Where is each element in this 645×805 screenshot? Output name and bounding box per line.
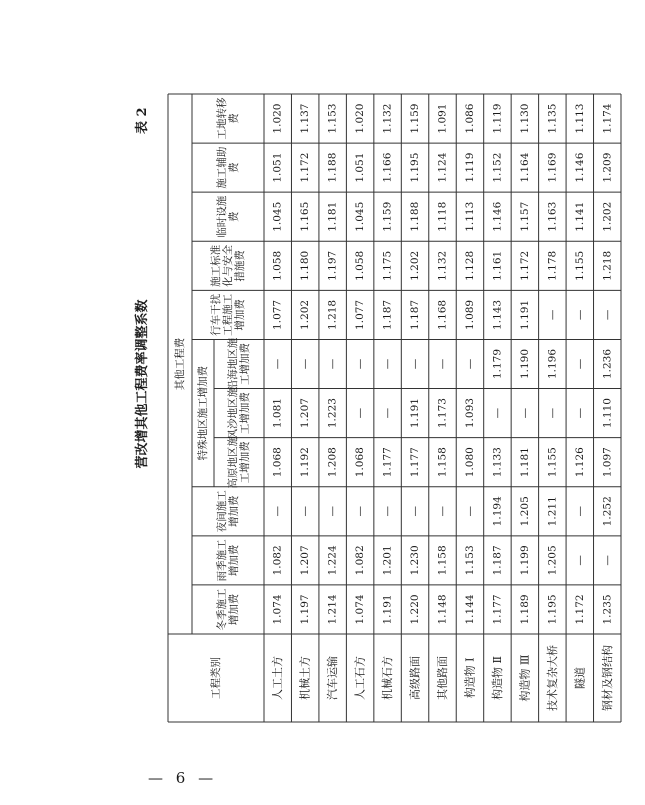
table-cell: 1.187: [491, 545, 504, 576]
table-cell: 1.077: [354, 299, 367, 330]
table-cell: 1.155: [573, 250, 586, 281]
table-cell: —: [409, 358, 422, 370]
table-cell: 1.077: [271, 299, 284, 330]
column-header-traffic: 行车干扰工程施工增加费: [210, 293, 246, 336]
table-cells: [173, 97, 614, 711]
table-cell: —: [546, 309, 559, 321]
table-cell: 1.118: [436, 201, 449, 232]
table-cell: 1.137: [299, 103, 312, 134]
table-cell: 1.148: [436, 594, 449, 625]
table-cell: 1.051: [271, 152, 284, 183]
row-category: 机械石方: [381, 656, 395, 700]
table-cell: 1.209: [601, 152, 614, 183]
column-header-aux: 施工辅助费: [216, 146, 240, 189]
table-cell: 1.163: [546, 201, 559, 232]
table-cell: —: [354, 358, 367, 370]
table-cell: 1.143: [491, 299, 504, 330]
table-cell: 1.201: [381, 545, 394, 576]
table-cell: 1.058: [354, 250, 367, 281]
group-header: 其他工程费: [174, 337, 186, 391]
table-cell: —: [299, 506, 312, 517]
table-cell: 1.199: [518, 545, 531, 576]
table-cell: 1.195: [546, 594, 559, 625]
table-cell: 1.081: [271, 398, 284, 429]
table-cell: —: [601, 555, 614, 566]
table-cell: 1.179: [491, 348, 504, 380]
table-cell: 1.135: [546, 103, 559, 134]
table-cell: 1.074: [271, 594, 284, 625]
table-cell: —: [409, 506, 422, 517]
table-cell: 1.205: [518, 496, 531, 527]
table-cell: 1.187: [381, 299, 394, 330]
table-cell: 1.177: [491, 594, 504, 625]
table-cell: 1.181: [326, 201, 339, 232]
table-cell: —: [271, 358, 284, 370]
column-header-winter: 冬季施工增加费: [216, 588, 240, 631]
table-cell: 1.214: [326, 594, 339, 625]
table-cell: 1.230: [409, 545, 422, 576]
table-cell: —: [573, 309, 586, 321]
table-cell: 1.177: [381, 447, 394, 478]
table-cell: —: [546, 407, 559, 419]
table-cell: 1.080: [463, 447, 476, 478]
table-cell: 1.119: [463, 152, 476, 183]
table-cell: 1.174: [601, 103, 614, 134]
table-cell: 1.223: [326, 398, 339, 429]
column-header-sand: 风沙地区施工增加费: [227, 386, 251, 440]
row-category: 其他路面: [436, 656, 449, 700]
table-cell: —: [299, 358, 312, 370]
row-category: 技术复杂大桥: [545, 645, 559, 711]
table-cell: 1.195: [409, 152, 422, 183]
column-header-safety: 施工标准化与安全措施费: [210, 244, 246, 287]
table-cell: 1.141: [573, 201, 586, 232]
table-cell: 1.235: [601, 594, 614, 625]
table-cell: —: [463, 506, 476, 517]
table-cell: —: [491, 407, 504, 419]
table-cell: —: [271, 506, 284, 517]
table-cell: 1.091: [436, 103, 449, 134]
table-cell: 1.153: [326, 103, 339, 134]
table-cell: 1.173: [436, 398, 449, 429]
table-cell: 1.020: [271, 103, 284, 134]
table-cell: —: [573, 358, 586, 370]
table-cell: —: [573, 407, 586, 419]
table-cell: —: [463, 358, 476, 370]
subgroup-header: 特殊地区施工增加费: [197, 365, 209, 461]
table-cell: 1.190: [518, 348, 531, 380]
row-category: 人工石方: [353, 656, 367, 700]
table-cell: 1.172: [299, 152, 312, 183]
table-cell: 1.124: [436, 152, 449, 183]
table-cell: 1.074: [354, 594, 367, 625]
table-cell: —: [573, 555, 586, 566]
table-cell: 1.093: [463, 398, 476, 429]
table-cell: 1.169: [546, 152, 559, 183]
table-cell: —: [354, 506, 367, 517]
table-cell: 1.191: [409, 398, 422, 429]
table-cell: 1.202: [299, 299, 312, 330]
column-header-night: 夜间施工增加费: [216, 490, 240, 533]
table-cell: 1.068: [271, 447, 284, 478]
table-cell: 1.191: [381, 594, 394, 625]
table-cell: 1.188: [409, 201, 422, 232]
table-cell: 1.130: [518, 103, 531, 134]
row-category: 汽车运输: [326, 656, 340, 700]
table-cell: 1.180: [299, 250, 312, 281]
table-cell: 1.159: [381, 201, 394, 232]
table-cell: 1.051: [354, 152, 367, 183]
table-cell: 1.166: [381, 152, 394, 183]
column-header-highland: 高原地区施工增加费: [227, 435, 251, 489]
table-cell: 1.133: [491, 447, 504, 478]
table-cell: 1.110: [601, 398, 614, 429]
table-cell: —: [381, 506, 394, 517]
corner-header: 工程类别: [210, 657, 222, 699]
row-category: 机械土方: [298, 656, 312, 700]
table-cell: —: [326, 506, 339, 517]
table-cell: 1.132: [381, 103, 394, 134]
table-cell: 1.207: [299, 545, 312, 576]
table-cell: 1.202: [409, 250, 422, 281]
table-cell: 1.177: [409, 447, 422, 478]
table-cell: 1.205: [546, 545, 559, 576]
table-cell: —: [436, 358, 449, 370]
table-cell: 1.146: [491, 201, 504, 232]
table-cell: 1.208: [326, 447, 339, 478]
table-cell: —: [601, 309, 614, 321]
table-cell: 1.119: [491, 103, 504, 134]
table-cell: —: [381, 358, 394, 370]
table-cell: 1.113: [463, 201, 476, 232]
table-cell: 1.181: [518, 447, 531, 478]
table-cell: 1.128: [463, 250, 476, 281]
table-cell: 1.188: [326, 152, 339, 183]
table-cell: 1.207: [299, 398, 312, 429]
table-cell: 1.068: [354, 447, 367, 478]
table-cell: —: [354, 407, 367, 419]
table-cell: 1.194: [491, 496, 504, 527]
table-cell: 1.058: [271, 250, 284, 281]
table-cell: 1.211: [546, 496, 559, 527]
table-cell: —: [573, 506, 586, 517]
table-cell: 1.202: [601, 201, 614, 232]
table-cell: 1.197: [299, 594, 312, 625]
row-category: 隧道: [573, 667, 587, 689]
table-cell: 1.191: [518, 299, 531, 330]
table-cell: 1.197: [326, 250, 339, 281]
table-cell: 1.082: [354, 545, 367, 576]
row-category: 人工土方: [271, 656, 285, 700]
row-category: 高级路面: [408, 656, 422, 700]
table-cell: 1.146: [573, 152, 586, 183]
table-cell: 1.168: [436, 299, 449, 330]
table-cell: 1.252: [601, 496, 614, 527]
table-cell: 1.172: [573, 594, 586, 625]
row-category: 构造物 Ⅱ: [490, 656, 504, 700]
column-header-transfer: 工地转移费: [216, 97, 240, 140]
table-cell: 1.155: [546, 447, 559, 478]
table-cell: 1.196: [546, 348, 559, 380]
page-number: — 6 —: [148, 769, 218, 787]
table-cell: 1.045: [354, 201, 367, 232]
table-cell: 1.157: [518, 201, 531, 232]
table-caption-label: 表 2: [135, 107, 150, 134]
table-cell: 1.192: [299, 447, 312, 478]
table-cell: 1.172: [518, 250, 531, 281]
table-cell: 1.218: [326, 299, 339, 330]
table-cell: 1.220: [409, 594, 422, 625]
table-cell: 1.113: [573, 103, 586, 134]
table-cell: 1.175: [381, 250, 394, 281]
table-cell: 1.158: [436, 545, 449, 576]
table-cell: 1.161: [491, 250, 504, 281]
table-cell: 1.165: [299, 201, 312, 232]
table-cell: —: [518, 407, 531, 419]
table-caption-title: 营改增其他工程费率调整系数: [135, 299, 150, 469]
table-cell: 1.159: [409, 103, 422, 134]
table-cell: 1.152: [491, 152, 504, 183]
table-cell: 1.236: [601, 348, 614, 380]
table-cell: 1.158: [436, 447, 449, 478]
table-cell: 1.132: [436, 250, 449, 281]
table-cell: 1.089: [463, 299, 476, 330]
table-cell: 1.224: [326, 545, 339, 576]
table-cell: 1.126: [573, 447, 586, 478]
table-cell: 1.218: [601, 250, 614, 281]
table-cell: 1.082: [271, 545, 284, 576]
row-category: 钢材及钢结构: [600, 645, 614, 711]
table-cell: 1.097: [601, 447, 614, 478]
table-cell: —: [381, 407, 394, 419]
table-cell: 1.178: [546, 250, 559, 281]
table-cell: —: [436, 506, 449, 517]
table-cell: —: [326, 358, 339, 370]
row-category: 构造物 Ⅰ: [463, 657, 477, 699]
table-cell: 1.187: [409, 299, 422, 330]
column-header-temp: 临时设施费: [216, 195, 240, 238]
table-cell: 1.153: [463, 545, 476, 576]
table-cell: 1.189: [518, 594, 531, 625]
table-cell: 1.164: [518, 152, 531, 183]
table-cell: 1.045: [271, 201, 284, 232]
row-category: 构造物 Ⅲ: [518, 654, 532, 702]
table-cell: 1.020: [354, 103, 367, 134]
table-cell: 1.144: [463, 594, 476, 625]
table-cell: 1.086: [463, 103, 476, 134]
column-header-rain: 雨季施工增加费: [216, 539, 240, 582]
column-header-coastal: 沿海地区施工增加费: [227, 337, 251, 391]
